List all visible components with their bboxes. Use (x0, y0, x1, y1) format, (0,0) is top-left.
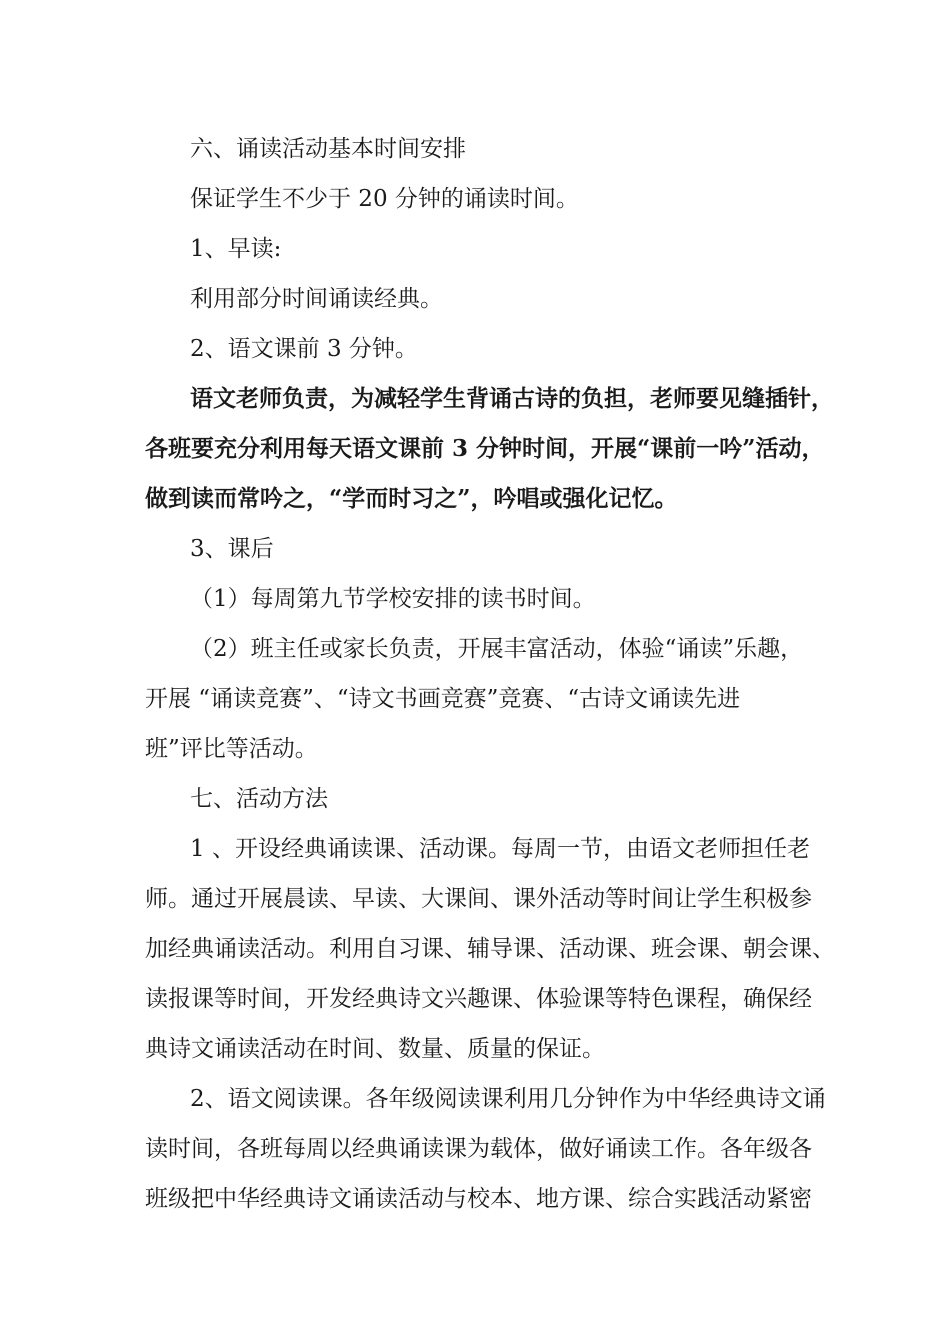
section7-heading: 七、活动方法 (190, 786, 328, 812)
item2-paragraph-line: 语文老师负责，为减轻学生背诵古诗的负担，老师要见缝插针， (190, 385, 834, 412)
method1-line: 师。通过开展晨读、早读、大课间、课外活动等时间让学生积极参 (145, 886, 812, 912)
item2-paragraph-line: 各班要充分利用每天语文课前 3 分钟时间，开展“课前一吟”活动， (145, 435, 825, 462)
item2-title: 2、语文课前 3 分钟。 (190, 336, 418, 362)
method2-line: 2、语文阅读课。各年级阅读课利用几分钟作为中华经典诗文诵 (190, 1086, 826, 1112)
item1-title: 1、早读: (190, 236, 282, 262)
method1-line: 1 、开设经典诵读课、活动课。每周一节，由语文老师担任老 (190, 836, 810, 862)
item2-paragraph-line: 做到读而常吟之，“学而时习之”，吟唱或强化记忆。 (145, 485, 678, 512)
method2-line: 班级把中华经典诗文诵读活动与校本、地方课、综合实践活动紧密 (145, 1186, 812, 1212)
item1-text: 利用部分时间诵读经典。 (190, 286, 443, 312)
section6-intro: 保证学生不少于 20 分钟的诵读时间。 (190, 186, 579, 212)
method1-line: 加经典诵读活动。利用自习课、辅导课、活动课、班会课、朝会课、 (145, 936, 835, 962)
section6-heading: 六、诵读活动基本时间安排 (190, 136, 466, 162)
item3-sub2-line: 班”评比等活动。 (145, 736, 318, 762)
method1-line: 典诗文诵读活动在时间、数量、质量的保证。 (145, 1036, 605, 1062)
item3-sub2-line: （2）班主任或家长负责，开展丰富活动，体验“诵读”乐趣， (190, 636, 804, 662)
method2-line: 读时间，各班每周以经典诵读课为载体，做好诵读工作。各年级各 (145, 1136, 812, 1162)
method1-line: 读报课等时间，开发经典诗文兴趣课、体验课等特色课程，确保经 (145, 986, 812, 1012)
item3-title: 3、课后 (190, 536, 274, 562)
item3-sub1: （1）每周第九节学校安排的读书时间。 (190, 586, 596, 612)
item3-sub2-line: 开展 “诵读竞赛”、“诗文书画竞赛”竞赛、“古诗文诵读先进 (145, 686, 741, 712)
